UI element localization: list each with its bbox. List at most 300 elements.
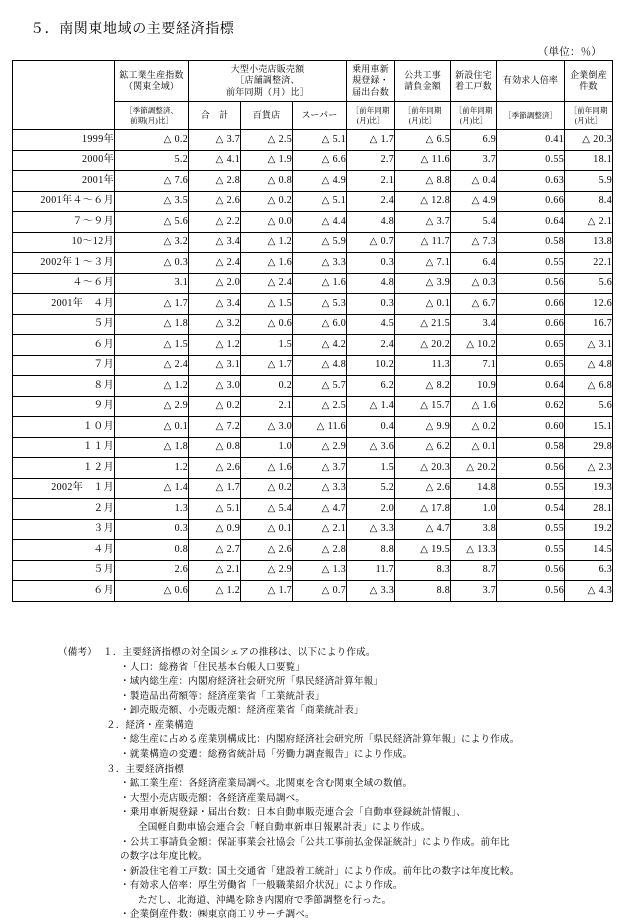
table-cell-jobs: 0.66 [497,191,565,212]
negative-triangle-icon: △ [420,236,429,247]
header-mining-production-sub: ［季節調整済、 前期(月)比］ [115,102,189,130]
header-mining-production-line1: 鉱工業生産指数 [119,69,184,80]
negative-triangle-icon: △ [163,400,172,411]
table-cell-housing: △ 20.2 [451,458,497,479]
negative-triangle-icon: △ [420,154,429,165]
note-line: ・新設住宅着工戸数：国土交通省「建設着工統計」により作成。前年比の数字は年度比較。 [120,865,520,877]
note-line: ・大型小売店販売額：各経済産業局調べ。 [120,792,306,804]
table-cell-retail_super: △ 11.6 [293,417,347,438]
table-cell-mining: △ 1.2 [115,376,189,397]
table-cell-mining: △ 2.4 [115,355,189,376]
table-cell-bankrupt: 29.8 [565,437,613,458]
negative-triangle-icon: △ [425,482,434,493]
table-cell-retail_total: △ 1.2 [189,581,241,602]
negative-triangle-icon: △ [471,400,480,411]
table-cell-retail_super: △ 6.6 [293,150,347,171]
table-cell-retail_total: △ 5.1 [189,499,241,520]
table-cell-public: △ 8.2 [395,376,451,397]
row-period-text: ４～６月 [72,277,114,288]
row-period-text: ９月 [93,400,114,411]
table-cell-retail_total: △ 0.8 [189,437,241,458]
negative-triangle-icon: △ [163,359,172,370]
negative-triangle-icon: △ [267,277,276,288]
row-period-label [13,253,115,274]
note-line: ・公共工事請負金額：保証事業会社協会「公共工事前払金保証統計」により作成。前年比 [120,836,510,848]
table-row [13,581,613,602]
negative-triangle-icon: △ [163,195,172,206]
negative-triangle-icon: △ [369,523,378,534]
table-cell-retail_total: △ 2.6 [189,458,241,479]
table-cell-public: △ 12.8 [395,191,451,212]
table-cell-housing: 6.9 [451,130,497,151]
table-cell-housing: △ 13.3 [451,540,497,561]
table-cell-mining: 0.3 [115,519,189,540]
negative-triangle-icon: △ [587,215,596,227]
header-mining-production-line2: （関東全域） [123,81,180,91]
row-period-label [13,519,115,540]
table-row [13,130,613,151]
table-cell-housing: △ 7.3 [451,232,497,253]
table-cell-housing: △ 0.4 [451,171,497,192]
negative-triangle-icon: △ [215,482,224,493]
negative-triangle-icon: △ [420,338,429,350]
table-cell-housing: △ 0.3 [451,273,497,294]
table-cell-mining: △ 5.6 [115,212,189,233]
negative-triangle-icon: △ [267,523,276,534]
table-cell-housing: △ 6.7 [451,294,497,315]
table-cell-retail_super: △ 3.3 [293,253,347,274]
table-cell-jobs: 0.56 [497,581,565,602]
row-period-label [13,396,115,417]
table-cell-retail_total: △ 2.7 [189,540,241,561]
negative-triangle-icon: △ [420,502,429,514]
table-cell-retail_super: △ 4.7 [293,499,347,520]
table-cell-jobs: 0.56 [497,560,565,581]
negative-triangle-icon: △ [267,543,276,555]
negative-triangle-icon: △ [321,584,330,596]
table-cell-jobs: 0.55 [497,478,565,499]
table-cell-retail_total: △ 2.2 [189,212,241,233]
table-cell-cars: △ 3.3 [347,581,395,602]
note-line: 全国軽自動車協会連合会「軽自動車新車日報累計表」により作成。 [138,821,431,833]
header-public-works-sub: ［前年同期 (月)比］ [395,102,451,130]
table-cell-bankrupt: 18.1 [565,150,613,171]
note-line: ２．経済・産業構造 [106,719,194,731]
negative-triangle-icon: △ [316,420,325,432]
table-cell-housing: 7.1 [451,355,497,376]
negative-triangle-icon: △ [215,441,224,452]
table-cell-jobs: 0.56 [497,458,565,479]
negative-triangle-icon: △ [215,543,224,555]
negative-triangle-icon: △ [425,174,434,186]
negative-triangle-icon: △ [321,543,330,555]
table-cell-public: △ 6.5 [395,130,451,151]
economic-indicators-table-wrap [12,60,612,602]
table-cell-retail_dept: △ 1.6 [241,458,293,479]
table-cell-public: △ 11.7 [395,232,451,253]
table-cell-retail_super: △ 4.2 [293,335,347,356]
table-row [13,458,613,479]
note-line: の数字は年度比較。 [120,851,208,863]
negative-triangle-icon: △ [420,461,429,473]
table-cell-jobs: 0.64 [497,376,565,397]
negative-triangle-icon: △ [321,523,330,534]
table-cell-public: △ 7.1 [395,253,451,274]
row-period-label [13,499,115,520]
negative-triangle-icon: △ [471,277,480,288]
negative-triangle-icon: △ [163,420,172,432]
table-cell-cars: 5.2 [347,478,395,499]
negative-triangle-icon: △ [215,338,224,350]
table-cell-public: △ 15.7 [395,396,451,417]
row-period-text: ７月 [93,359,114,370]
negative-triangle-icon: △ [215,584,224,596]
table-cell-jobs: 0.56 [497,273,565,294]
economic-indicators-table [12,60,613,602]
negative-triangle-icon: △ [321,154,330,165]
note-line: ・企業倒産件数：㈱東京商工リサーチ調べ。 [120,909,315,921]
table-row [13,150,613,171]
negative-triangle-icon: △ [321,502,330,514]
table-cell-retail_super: △ 3.3 [293,478,347,499]
table-cell-cars: 1.5 [347,458,395,479]
table-cell-retail_total: △ 0.2 [189,396,241,417]
table-cell-jobs: 0.63 [497,171,565,192]
negative-triangle-icon: △ [163,318,172,329]
negative-triangle-icon: △ [587,584,596,596]
table-cell-jobs: 0.62 [497,396,565,417]
row-period-label [13,171,115,192]
table-cell-housing: 5.4 [451,212,497,233]
table-cell-retail_super: △ 3.7 [293,458,347,479]
table-row [13,376,613,397]
negative-triangle-icon: △ [215,297,224,309]
table-cell-public: △ 9.9 [395,417,451,438]
table-cell-housing: 3.7 [451,150,497,171]
table-cell-retail_dept: △ 1.9 [241,150,293,171]
negative-triangle-icon: △ [163,338,172,350]
table-cell-retail_dept: △ 1.7 [241,581,293,602]
table-cell-retail_super: △ 2.8 [293,540,347,561]
table-cell-cars: 2.4 [347,335,395,356]
row-period-label [13,581,115,602]
table-cell-housing: 3.4 [451,314,497,335]
table-cell-jobs: 0.58 [497,232,565,253]
table-cell-bankrupt: 5.6 [565,396,613,417]
table-cell-retail_super: △ 2.9 [293,437,347,458]
table-cell-retail_total: △ 3.7 [189,130,241,151]
table-cell-bankrupt: 15.1 [565,417,613,438]
table-cell-retail_super: △ 4.8 [293,355,347,376]
row-period-text: 1999年 [82,133,114,145]
table-cell-mining: △ 1.8 [115,314,189,335]
negative-triangle-icon: △ [163,441,172,452]
row-period-text: 2001年 [82,174,114,186]
negative-triangle-icon: △ [267,359,276,370]
table-cell-cars: 2.4 [347,191,395,212]
table-cell-retail_dept: △ 0.2 [241,478,293,499]
negative-triangle-icon: △ [215,174,224,186]
row-period-text: 10～12月 [71,236,114,247]
table-cell-retail_dept: △ 2.9 [241,560,293,581]
row-period-label [13,130,115,151]
note-line: ・鉱工業生産：各経済産業局調べ。北関東を含む関東全域の数値。 [120,778,413,790]
table-cell-retail_total: △ 1.2 [189,335,241,356]
table-cell-cars: 0.3 [347,253,395,274]
table-cell-bankrupt: 6.3 [565,560,613,581]
table-cell-cars: △ 1.4 [347,396,395,417]
table-cell-bankrupt: 16.7 [565,314,613,335]
table-cell-housing: △ 4.9 [451,191,497,212]
row-period-label [13,560,115,581]
table-row [13,355,613,376]
table-cell-retail_total: △ 3.4 [189,232,241,253]
row-period-label [13,294,115,315]
table-cell-mining: △ 1.4 [115,478,189,499]
notes-label: （備考） [58,647,97,658]
table-cell-jobs: 0.60 [497,417,565,438]
negative-triangle-icon: △ [321,277,330,288]
negative-triangle-icon: △ [321,482,330,493]
negative-triangle-icon: △ [163,482,172,493]
table-cell-mining: 2.6 [115,560,189,581]
table-cell-cars: 2.7 [347,150,395,171]
table-cell-jobs: 0.55 [497,519,565,540]
table-cell-public: △ 2.6 [395,478,451,499]
negative-triangle-icon: △ [425,420,434,432]
negative-triangle-icon: △ [425,256,434,268]
note-line: ・製造品出荷額等：経済産業省「工業統計表」 [120,690,325,702]
header-bankruptcies-sub: ［前年同期 (月)比］ [565,102,613,130]
table-cell-public: △ 17.8 [395,499,451,520]
table-row [13,273,613,294]
table-cell-mining: △ 1.5 [115,335,189,356]
negative-triangle-icon: △ [321,441,330,452]
negative-triangle-icon: △ [163,297,172,309]
header-large-retail-group [189,61,347,102]
table-cell-retail_dept: △ 0.8 [241,171,293,192]
table-cell-retail_dept: 1.0 [241,437,293,458]
negative-triangle-icon: △ [425,523,434,534]
table-cell-bankrupt: △ 20.3 [565,130,613,151]
table-cell-retail_dept: △ 1.5 [241,294,293,315]
table-cell-retail_super: △ 5.9 [293,232,347,253]
table-row [13,191,613,212]
table-cell-retail_total: △ 7.2 [189,417,241,438]
table-cell-bankrupt: 19.2 [565,519,613,540]
table-cell-jobs: 0.66 [497,294,565,315]
table-cell-bankrupt: △ 3.1 [565,335,613,356]
negative-triangle-icon: △ [267,133,276,145]
header-large-retail-line3: 前年同期（月）比］ [226,86,309,97]
row-period-label [13,437,115,458]
notes-block [58,646,618,923]
table-cell-public: 8.8 [395,581,451,602]
row-period-label [13,355,115,376]
table-header [13,61,613,130]
negative-triangle-icon: △ [215,379,224,391]
negative-triangle-icon: △ [321,379,330,391]
table-cell-cars: △ 3.3 [347,519,395,540]
table-cell-public: △ 21.5 [395,314,451,335]
table-cell-public: △ 0.1 [395,294,451,315]
negative-triangle-icon: △ [163,133,172,145]
negative-triangle-icon: △ [321,174,330,186]
negative-triangle-icon: △ [471,297,480,309]
header-car-registrations-sub: ［前年同期 (月)比］ [347,102,395,130]
negative-triangle-icon: △ [215,502,224,514]
header-new-housing-sub: ［前年同期 (月)比］ [451,102,497,130]
table-cell-jobs: 0.64 [497,212,565,233]
negative-triangle-icon: △ [369,400,378,411]
negative-triangle-icon: △ [471,441,480,452]
table-cell-retail_dept: △ 5.4 [241,499,293,520]
table-cell-public: △ 8.8 [395,171,451,192]
table-cell-retail_dept: 2.1 [241,396,293,417]
row-period-label [13,335,115,356]
negative-triangle-icon: △ [215,236,224,247]
negative-triangle-icon: △ [163,236,172,247]
table-cell-bankrupt: 19.3 [565,478,613,499]
header-retail-total: 合 計 [189,102,241,130]
row-period-text: ８月 [93,379,114,391]
table-row [13,519,613,540]
header-bankruptcies: 企業倒産 件数 [565,61,613,102]
negative-triangle-icon: △ [267,584,276,596]
header-mining-production [115,61,189,102]
negative-triangle-icon: △ [267,297,276,309]
table-row [13,335,613,356]
row-period-text: ４月 [93,297,114,309]
negative-triangle-icon: △ [425,379,434,391]
table-cell-retail_super: △ 5.1 [293,130,347,151]
negative-triangle-icon: △ [471,420,480,432]
table-cell-housing: △ 10.2 [451,335,497,356]
table-cell-mining: 5.2 [115,150,189,171]
table-cell-cars: 6.2 [347,376,395,397]
negative-triangle-icon: △ [321,215,330,227]
negative-triangle-icon: △ [267,461,276,473]
table-cell-public: △ 19.5 [395,540,451,561]
table-cell-housing: 3.7 [451,581,497,602]
negative-triangle-icon: △ [369,441,378,452]
row-period-text: ７～９月 [72,215,114,227]
negative-triangle-icon: △ [267,318,276,329]
table-cell-retail_dept: △ 2.6 [241,540,293,561]
table-row [13,437,613,458]
negative-triangle-icon: △ [267,215,276,227]
table-cell-bankrupt: 5.9 [565,171,613,192]
negative-triangle-icon: △ [425,215,434,227]
table-cell-public: △ 11.6 [395,150,451,171]
table-cell-retail_dept: △ 1.7 [241,355,293,376]
row-period-label [13,150,115,171]
negative-triangle-icon: △ [466,461,475,473]
row-period-label [13,417,115,438]
row-period-text: ５月 [93,318,114,329]
negative-triangle-icon: △ [587,359,596,370]
header-public-works: 公共工事 請負金額 [395,61,451,102]
table-cell-retail_super: △ 6.0 [293,314,347,335]
table-row [13,499,613,520]
table-cell-mining: 1.3 [115,499,189,520]
table-cell-jobs: 0.41 [497,130,565,151]
table-cell-retail_dept: △ 0.1 [241,519,293,540]
table-cell-mining: 0.8 [115,540,189,561]
table-cell-retail_total: △ 3.4 [189,294,241,315]
negative-triangle-icon: △ [471,236,480,247]
negative-triangle-icon: △ [215,256,224,268]
negative-triangle-icon: △ [267,564,276,575]
table-cell-retail_super: △ 5.3 [293,294,347,315]
row-period-label [13,458,115,479]
table-cell-retail_total: △ 2.6 [189,191,241,212]
table-cell-mining: △ 0.2 [115,130,189,151]
table-cell-retail_total: △ 2.1 [189,560,241,581]
negative-triangle-icon: △ [425,441,434,452]
negative-triangle-icon: △ [321,195,330,206]
table-cell-mining: △ 3.5 [115,191,189,212]
note-line: ３．主要経済指標 [106,763,184,775]
note-line: （備考） １．主要経済指標の対全国シェアの推移は、以下により作成。 [58,647,376,658]
table-cell-cars: △ 0.7 [347,232,395,253]
table-cell-retail_dept: △ 2.4 [241,273,293,294]
table-cell-retail_super: △ 2.1 [293,519,347,540]
table-cell-retail_total: △ 2.4 [189,253,241,274]
table-cell-bankrupt: △ 6.8 [565,376,613,397]
table-cell-housing: 6.4 [451,253,497,274]
row-period-label [13,376,115,397]
row-period-text: ５月 [93,564,114,575]
negative-triangle-icon: △ [163,256,172,268]
table-cell-retail_dept: △ 0.2 [241,191,293,212]
row-period-label [13,212,115,233]
table-cell-mining: △ 0.6 [115,581,189,602]
table-row [13,212,613,233]
row-period-text: １１月 [82,441,114,452]
negative-triangle-icon: △ [587,379,596,391]
negative-triangle-icon: △ [420,195,429,206]
table-cell-bankrupt: 14.5 [565,540,613,561]
table-cell-retail_dept: △ 1.2 [241,232,293,253]
row-period-text: １２月 [82,461,114,473]
negative-triangle-icon: △ [215,133,224,145]
table-cell-housing: 3.8 [451,519,497,540]
negative-triangle-icon: △ [321,564,330,575]
table-cell-retail_total: △ 2.8 [189,171,241,192]
table-cell-retail_total: △ 3.0 [189,376,241,397]
negative-triangle-icon: △ [215,523,224,534]
table-cell-bankrupt: 5.6 [565,273,613,294]
row-period-text: ２月 [93,502,114,514]
table-cell-bankrupt: △ 2.3 [565,458,613,479]
table-cell-cars: △ 3.6 [347,437,395,458]
negative-triangle-icon: △ [215,154,224,165]
negative-triangle-icon: △ [267,502,276,514]
negative-triangle-icon: △ [369,133,378,145]
row-period-text: 2000年 [82,154,114,165]
row-period-label [13,232,115,253]
negative-triangle-icon: △ [466,543,475,555]
row-period-label [13,191,115,212]
table-cell-public: △ 20.2 [395,335,451,356]
table-cell-jobs: 0.55 [497,253,565,274]
table-row [13,540,613,561]
negative-triangle-icon: △ [215,195,224,206]
negative-triangle-icon: △ [425,133,434,145]
row-period-label [13,273,115,294]
row-period-text: ６月 [93,584,114,596]
